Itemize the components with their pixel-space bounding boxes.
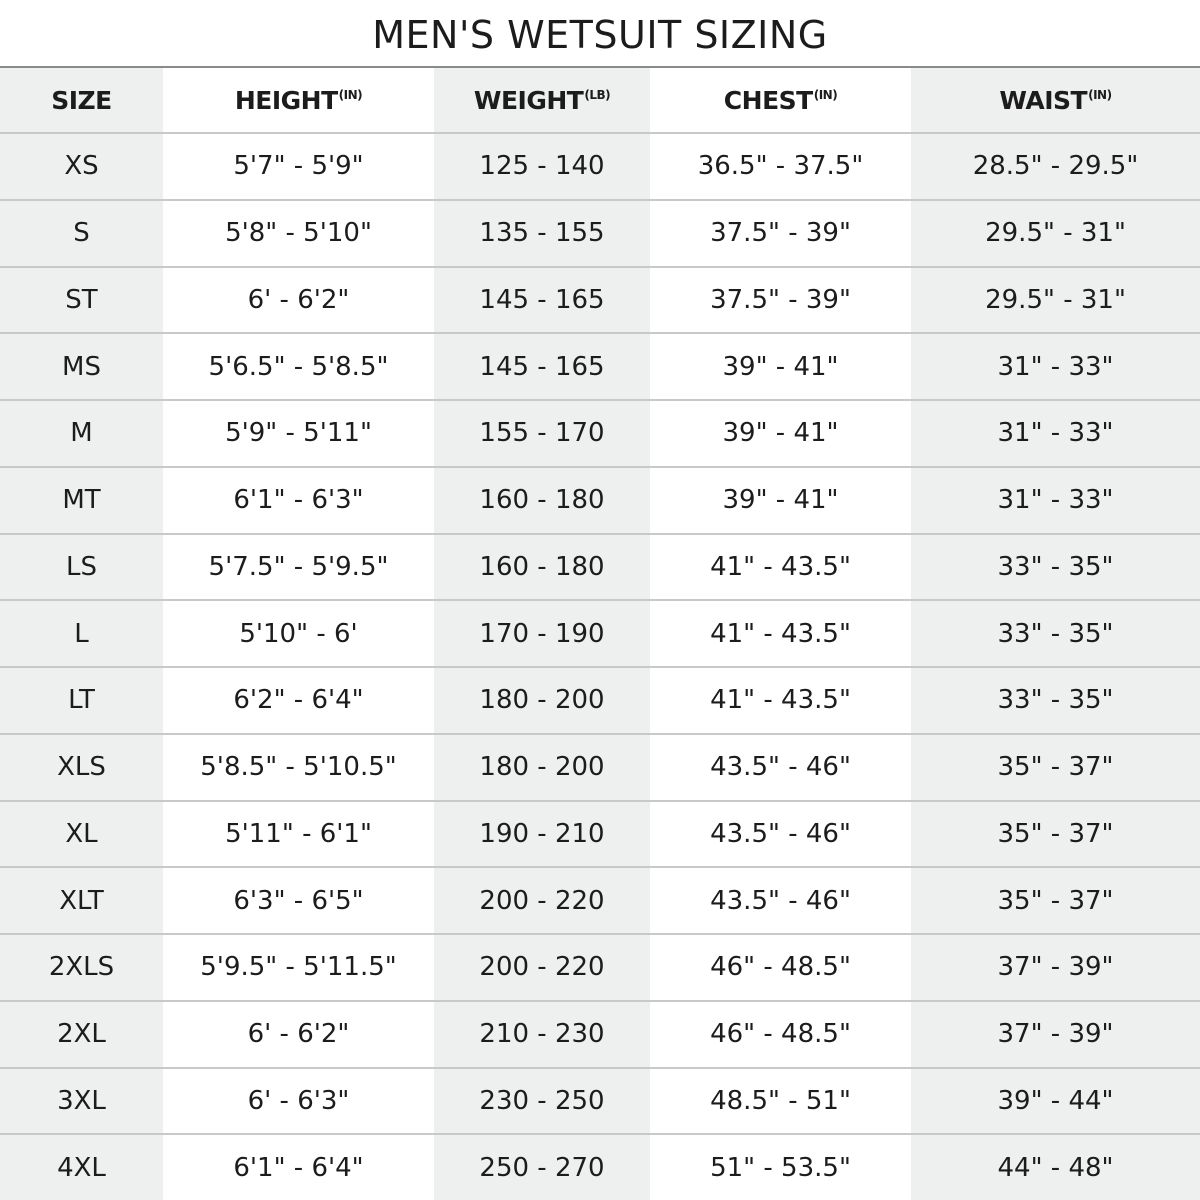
cell-chest: 43.5" - 46" [650, 867, 911, 934]
cell-size: XL [0, 801, 163, 868]
header-height-label: HEIGHT [234, 85, 338, 115]
table-row [0, 667, 1200, 734]
cell-size: 3XL [0, 1068, 163, 1135]
cell-chest: 51" - 53.5" [650, 1134, 911, 1200]
cell-size: L [0, 600, 163, 667]
cell-waist: 31" - 33" [911, 333, 1200, 400]
cell-size: 2XLS [0, 934, 163, 1001]
cell-size: LS [0, 534, 163, 601]
header-chest-label: CHEST [723, 85, 813, 115]
table-row [0, 867, 1200, 934]
cell-weight: 170 - 190 [434, 600, 650, 667]
header-height-unit: (IN) [338, 87, 363, 102]
cell-waist: 39" - 44" [911, 1068, 1200, 1135]
cell-waist: 37" - 39" [911, 934, 1200, 1001]
header-chest [650, 68, 911, 133]
cell-height: 6' - 6'3" [163, 1068, 434, 1135]
cell-height: 6'3" - 6'5" [163, 867, 434, 934]
cell-height: 5'7" - 5'9" [163, 133, 434, 200]
cell-chest: 43.5" - 46" [650, 734, 911, 801]
cell-waist: 35" - 37" [911, 734, 1200, 801]
cell-weight: 180 - 200 [434, 734, 650, 801]
cell-size: S [0, 200, 163, 267]
cell-waist: 37" - 39" [911, 1001, 1200, 1068]
header-weight-unit: (LB) [584, 87, 611, 102]
header-row [0, 68, 1200, 133]
cell-weight: 210 - 230 [434, 1001, 650, 1068]
cell-weight: 125 - 140 [434, 133, 650, 200]
table-row [0, 467, 1200, 534]
cell-waist: 31" - 33" [911, 400, 1200, 467]
cell-height: 5'11" - 6'1" [163, 801, 434, 868]
table-row [0, 267, 1200, 334]
cell-chest: 41" - 43.5" [650, 600, 911, 667]
cell-height: 6'1" - 6'4" [163, 1134, 434, 1200]
cell-height: 5'10" - 6' [163, 600, 434, 667]
cell-chest: 37.5" - 39" [650, 267, 911, 334]
cell-weight: 250 - 270 [434, 1134, 650, 1200]
cell-size: MT [0, 467, 163, 534]
cell-chest: 41" - 43.5" [650, 667, 911, 734]
cell-weight: 145 - 165 [434, 267, 650, 334]
header-size [0, 68, 163, 133]
cell-chest: 39" - 41" [650, 400, 911, 467]
cell-size: 2XL [0, 1001, 163, 1068]
cell-size: ST [0, 267, 163, 334]
cell-size: XLS [0, 734, 163, 801]
cell-height: 5'6.5" - 5'8.5" [163, 333, 434, 400]
cell-waist: 33" - 35" [911, 600, 1200, 667]
table-row [0, 400, 1200, 467]
cell-waist: 31" - 33" [911, 467, 1200, 534]
table-row [0, 934, 1200, 1001]
cell-size: MS [0, 333, 163, 400]
table-row [0, 534, 1200, 601]
cell-chest: 41" - 43.5" [650, 534, 911, 601]
sizing-table [0, 68, 1200, 1200]
cell-chest: 46" - 48.5" [650, 1001, 911, 1068]
table-row [0, 1068, 1200, 1135]
header-weight-label: WEIGHT [473, 85, 584, 115]
cell-height: 6'2" - 6'4" [163, 667, 434, 734]
cell-height: 5'7.5" - 5'9.5" [163, 534, 434, 601]
cell-weight: 155 - 170 [434, 400, 650, 467]
cell-height: 5'8.5" - 5'10.5" [163, 734, 434, 801]
cell-height: 5'9.5" - 5'11.5" [163, 934, 434, 1001]
cell-waist: 33" - 35" [911, 667, 1200, 734]
cell-size: LT [0, 667, 163, 734]
cell-waist: 29.5" - 31" [911, 200, 1200, 267]
cell-chest: 43.5" - 46" [650, 801, 911, 868]
header-size-label: SIZE [51, 85, 112, 115]
header-waist-unit: (IN) [1088, 87, 1112, 102]
table-row [0, 133, 1200, 200]
cell-size: 4XL [0, 1134, 163, 1200]
cell-weight: 160 - 180 [434, 467, 650, 534]
cell-waist: 33" - 35" [911, 534, 1200, 601]
header-chest-unit: (IN) [813, 87, 838, 102]
cell-weight: 135 - 155 [434, 200, 650, 267]
table-row [0, 200, 1200, 267]
cell-waist: 44" - 48" [911, 1134, 1200, 1200]
header-height [163, 68, 434, 133]
cell-size: M [0, 400, 163, 467]
cell-chest: 48.5" - 51" [650, 1068, 911, 1135]
table-body [0, 133, 1200, 1200]
table-row [0, 600, 1200, 667]
cell-waist: 35" - 37" [911, 801, 1200, 868]
cell-chest: 39" - 41" [650, 467, 911, 534]
cell-chest: 39" - 41" [650, 333, 911, 400]
cell-weight: 190 - 210 [434, 801, 650, 868]
header-waist-label: WAIST [999, 85, 1088, 115]
cell-height: 6' - 6'2" [163, 1001, 434, 1068]
cell-chest: 37.5" - 39" [650, 200, 911, 267]
header-weight [434, 68, 650, 133]
cell-weight: 180 - 200 [434, 667, 650, 734]
cell-weight: 200 - 220 [434, 934, 650, 1001]
cell-waist: 29.5" - 31" [911, 267, 1200, 334]
cell-height: 5'8" - 5'10" [163, 200, 434, 267]
table-row [0, 801, 1200, 868]
cell-weight: 160 - 180 [434, 534, 650, 601]
table-row [0, 1001, 1200, 1068]
cell-waist: 35" - 37" [911, 867, 1200, 934]
cell-waist: 28.5" - 29.5" [911, 133, 1200, 200]
cell-height: 6'1" - 6'3" [163, 467, 434, 534]
cell-weight: 230 - 250 [434, 1068, 650, 1135]
cell-chest: 46" - 48.5" [650, 934, 911, 1001]
page-title: MEN'S WETSUIT SIZING [372, 13, 828, 57]
header-waist [911, 68, 1200, 133]
cell-height: 5'9" - 5'11" [163, 400, 434, 467]
cell-size: XLT [0, 867, 163, 934]
table-row [0, 734, 1200, 801]
cell-weight: 145 - 165 [434, 333, 650, 400]
cell-weight: 200 - 220 [434, 867, 650, 934]
table-row [0, 333, 1200, 400]
cell-size: XS [0, 133, 163, 200]
table-row [0, 1134, 1200, 1200]
cell-chest: 36.5" - 37.5" [650, 133, 911, 200]
cell-height: 6' - 6'2" [163, 267, 434, 334]
